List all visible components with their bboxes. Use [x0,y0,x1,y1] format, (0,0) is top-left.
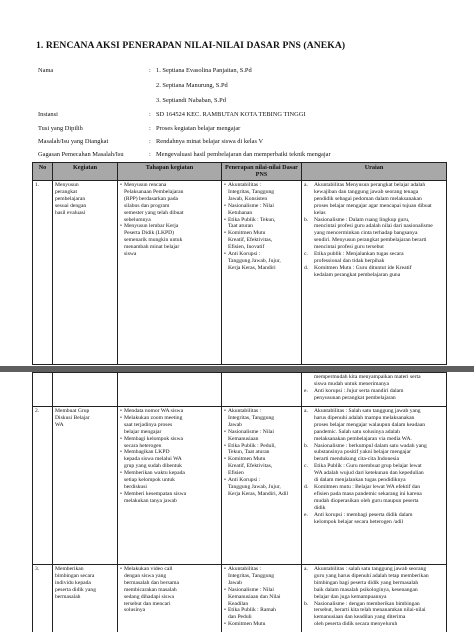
text-line: baik dalam masalah psikologinya, kesenangan [314,586,418,593]
uraian-item [304,374,444,388]
text-line: Jawab, Konsisten [227,195,268,202]
bullet-item [224,443,299,457]
text-line: di dalam menjalankan tugas pendidiknya [314,477,406,484]
text-line: bermasalah dan bersama [123,579,179,586]
text-line: Diskusi Belajar [55,414,90,421]
bullet-item [224,587,299,608]
text-line: professional dan tidak berpihak [314,257,385,264]
uraian-item [304,217,444,252]
text-line: setiap kelompok untuk [123,477,175,484]
bullet-icon: • [224,408,226,414]
bullet-icon: • [224,586,226,593]
bullet-item [224,607,299,621]
text-line: Kreatif, Efektivitas, [227,237,273,244]
item-marker: e. [304,511,308,518]
meta-key: Tusi yang Dipilih [38,125,83,132]
text-line: Komitmen Mutu [227,230,266,237]
text-line: tersebut dan mencari [123,600,171,607]
text-line: berdiskusi [123,483,147,490]
bullet-icon: • [224,251,226,258]
text-line: Akuntabilitas : [227,182,262,188]
item-marker: b. [304,216,309,223]
text-line: Integritas, Tanggung [227,572,275,579]
item-marker: d. [304,264,309,271]
text-line: Efisien [227,470,244,477]
cell-tahapan [118,565,222,632]
text-line: melakukan tanya jawab [123,497,177,504]
meta-value: Rendahnya minat belajar siswa di kelas V [156,138,264,145]
item-marker: a. [304,408,308,414]
table-row [33,407,447,565]
bullet-item [120,415,219,436]
text-line: berarti mendukung cita-cita Indonesia [314,456,399,463]
text-line: sebelumnya [123,216,151,223]
bullet-icon: • [224,182,226,188]
cell-uraian [302,407,447,565]
text-line: Nasionalisme : Nilai [227,428,274,435]
text-line: belajar dan juga kemampuannya [314,593,387,600]
text-line: kelompok belajar secara heterogen /adil [314,518,404,525]
text-line: penyusunan perangkat pembelajaran [314,394,396,401]
text-line: siswa [123,251,137,258]
text-line: Kemanusiaan [227,435,259,442]
text-line: proses belajar mengajar agar mencapai tujuan dibuat [314,202,432,209]
cell-tahapan [118,407,222,565]
text-line: semester yang telah dibuat [123,209,184,216]
uraian-item [304,601,444,629]
bullet-item [120,449,219,470]
text-line: Memberikan [55,566,84,572]
bullet-item [224,251,299,272]
action-plan-table-continued [32,372,447,632]
item-marker: a. [304,566,308,572]
item-marker: c. [304,463,308,470]
text-line: kemanusiaan dan keadilan yang diterima [314,614,406,621]
bullet-item [224,621,299,628]
cell-kegiatan [53,181,118,365]
text-line: melaksanakan pembelajaran via media WA. [314,435,412,442]
text-line: WA adalah wujud dari ketekunan dan kepedulian [314,470,424,477]
text-line: guru yang harus dipenuhi adalah tetap memberikan [314,572,429,579]
text-line: sendiri. Menyusun perangkat pembelajaran berarti [314,237,427,244]
text-line: efisien pada masa pandemic sekarang ini karena [314,490,422,497]
text-line: Membagikan LKPD [123,449,170,456]
text-line: dan Peduli [227,614,252,621]
cell-uraian [302,181,447,365]
header-kegiatan: Kegiatan [53,163,118,181]
bullet-item [224,408,299,429]
bullet-icon: • [224,230,226,237]
text-line: Nasionalisme : Nilai [227,202,274,209]
table-row [33,373,447,407]
text-line: Nasionalisme : dengan memberikan bimbingan [314,600,420,607]
item-marker [304,374,312,388]
bullet-item [224,230,299,251]
cell-tahapan [118,181,222,365]
item-marker: d. [304,483,309,490]
text-line: Melakukan video call [123,566,173,572]
header-no: No [33,163,53,181]
text-line: bimbingan secara [55,572,95,579]
meta-value: Mengevaluasi hasil pembelajaran dan memperbaiki teknik mengajar [156,151,331,158]
uraian-item [304,182,444,217]
text-line: hasil evaluasi [55,209,86,216]
text-line: menambah minat belajar [123,244,180,251]
text-line: Peserta Didik (LKPD) [123,230,174,237]
cell-uraian [302,565,447,632]
text-line: solusinya [123,607,146,614]
text-line: Kerja Keras, Mandiri, Adil [227,490,289,497]
bullet-icon: • [224,607,226,614]
text-line: Kemanusiaan dan Nilai [227,593,281,600]
bullet-icon: • [224,442,226,449]
text-line: Menyusun lembar Kerja [123,223,179,230]
bullet-item [120,223,219,258]
table-row [33,181,447,365]
text-line: Ketuhanan [227,209,253,216]
uraian-item [304,512,444,526]
text-line: Akuntabilitas : salah satu tanggung jawab seorang [314,566,427,572]
text-line: substansinya positif yakni belajar mengajar [314,449,411,456]
text-line: Akuntabilitas Menyusun perangkat belajar adalah [314,182,426,188]
bullet-item [224,566,299,587]
text-line: Kerja Keras, Mandiri [227,264,276,271]
bullet-item [224,429,299,443]
uraian-item [304,388,444,402]
header-uraian: Uraian [302,163,447,181]
text-line: pendidik sebagai pedoman dalam melaksanakan [314,195,422,202]
bullet-icon: • [120,223,122,230]
bullet-item [120,408,219,415]
bullet-item [120,470,219,491]
cell-no: 1. [33,181,53,365]
document-title: 1. RENCANA AKSI PENERAPAN NILAI-NILAI DASAR PNS (ANEKA) [36,40,346,51]
text-line: Memberi kesempatan siswa [123,490,187,497]
action-plan-table [32,162,447,365]
text-line: tersebut, berarti kita telah menanamkan nilai-nilai [314,607,426,614]
text-line: Anti korupsi : Jujur serta mandiri dalam [314,387,404,394]
text-line: bermasalah [55,593,81,600]
meta-value: 2. Septiana Manurung, S.Pd [156,82,228,89]
cell-uraian [302,373,447,407]
meta-value: 1. Septiana Evasolina Panjaitan, S.Pd [156,67,252,74]
text-line: Komitmen Mutu [227,621,266,628]
bullet-icon: • [224,566,226,572]
text-line: dengan siswa yang [123,572,167,579]
text-line: Etika Publik : Ramah [227,607,276,614]
bullet-item [224,182,299,203]
text-line: Tanggung Jawab, Jujur, [227,257,281,264]
bullet-icon: • [120,435,122,442]
text-line: Akuntabilitas : Salah satu tanggung jawab yang [314,408,421,414]
bullet-icon: • [224,477,226,484]
text-line: Melakukan zoom meeting [123,414,183,421]
text-line: Nasionalisme : Dalam ruang lingkup guru, [314,216,410,223]
uraian-item [304,463,444,484]
bullet-icon: • [120,414,122,421]
text-line: Etika Publik : Guru membuat grup belajar lewat [314,463,422,470]
bullet-item [120,182,219,223]
bullet-icon: • [120,566,122,572]
text-line: pembelajaran [55,195,86,202]
item-marker: a. [304,182,308,188]
text-line: Komitmen Mutu : Guru dituntut ide Kreatif [314,264,412,271]
text-line: Membagi kelompok siswa [123,435,184,442]
text-line: siswa mudah untuk menerimanya [314,380,390,387]
header-tahapan: Tahapan kegiatan [118,163,222,181]
bullet-item [120,491,219,505]
text-line: Tekun, Taat aturan [227,449,270,456]
text-line: didik [314,504,326,511]
uraian-item [304,408,444,443]
text-line: secara heterogen [123,442,162,449]
text-line: saat terjadinya proses [123,421,173,428]
bullet-icon: • [224,216,226,223]
bullet-icon: • [224,202,226,209]
meta-value: Proses kegiatan belajar mengajar [156,125,241,132]
text-line: Jawab [227,421,242,428]
bullet-item [120,436,219,450]
text-line: Keadilan [227,600,249,607]
text-line: belajar mengajar [123,428,162,435]
text-line: silabus dan program [123,202,170,209]
text-line: WA [55,421,64,428]
text-line: oleh peserta didik secara menyeluruh [314,621,398,628]
text-line: membicarakan masalah [123,586,177,593]
bullet-item [120,566,219,614]
bullet-item [224,456,299,477]
uraian-item [304,484,444,512]
bullet-icon: • [120,470,122,477]
text-line: Efisien, Inovatif [227,244,265,251]
text-line: Memberikan waktu kepada [123,470,185,477]
bullet-icon: • [120,449,122,456]
text-line: mencintai profesi guru adalah nilai dari nasionalisme [314,223,433,230]
text-line: yang mencerminkan cinta terhadap bangsanya [314,230,418,237]
meta-value: 3. Septiandi Nababan, S.Pd [156,97,226,104]
text-line: Etika Publik : Peduli, [227,442,276,449]
text-line: Nasionalisme : berkumpul dalam satu wadah yang [314,442,427,449]
text-line: Komitmen Mutu [227,456,266,463]
bullet-icon: • [120,490,122,497]
text-line: proses belajar mengajar walaupun dalam keadaan [314,421,426,428]
meta-value: SD 164524 KEC. RAMBUTAN KOTA TEBING TINGGI [156,111,306,118]
bullet-item [224,477,299,498]
cell-penerapan [222,407,302,565]
cell-kegiatan [53,407,118,565]
text-line: Etika publik : Menjalankan tugas secara [314,251,404,258]
text-line: harus dipenuhi adalah mampu melaksanakan [314,414,415,421]
text-line: sedang dihadapi siswa [123,593,174,600]
text-line: (RPP) berdasarkan pada [123,195,179,202]
text-line: Jawab [227,579,242,586]
cell-kegiatan [53,565,118,632]
text-line: Menyusun rencana [123,182,167,188]
uraian-item [304,443,444,464]
text-line: peserta didik yang [55,586,97,593]
text-line: kepada siswa melalui WA [123,456,182,463]
text-line: Anti Korupsi : [227,251,261,258]
text-line: Nasionalisme : Nilai [227,586,274,593]
text-line: Taat aturan [227,223,253,230]
text-line: individu kepada [55,579,91,586]
text-line: perangkat [55,188,78,195]
text-line: semenarik mungkin untuk [123,237,183,244]
meta-key: Instansi [38,111,58,118]
header-penerapan: Penerapan nilai-nilai Dasar PNS [222,163,302,181]
uraian-item [304,251,444,265]
document-page-1: 1. RENCANA AKSI PENERAPAN NILAI-NILAI DASAR PNS (ANEKA) Nama : 1. Septiana Evasolina Panjaitan, S.Pd 2. Septiana Manurung, S.Pd 3. Septiandi Nababan, S.Pd Instansi : SD 164524 KEC. RAMBUTAN KOTA TEBING TINGGI Tusi yang Dipilih : Proses kegiatan belajar mengajar Masalah/Isu yang Diangkat : Rendahnya minat belajar siswa di kelas V Gagasan Pemecahan Masalah/Isu : Mengevaluasi hasil pembelajaran dan memperbaiki teknik mengajar No Kegiatan Tahapan kegiatan Penerapan nilai-nilai Dasar PNS Uraian 1. Menyusun perangkat pembelajaran sesuai dengan hasil evaluasi • Menyusun rencana Pelaksanaan Pembelajaran (RPP) berdasarkan pada silabus dan program semester yang telah dibuat sebelumnya • Menyusun lembar Kerja Peserta Didik (LKPD) semenarik mungkin untuk menambah minat belajar siswa • Akuntabilitas : Integritas, Tanggung Jawab, Konsisten • Nasionalisme : Nilai Ketuhanan • Etika Publik : Tekun, Taat aturan • Komitmen Mutu Kreatif, Efektivitas, Efisien, Inovatif • Anti Korupsi : Tanggung Jawab, Jujur, Kerja Keras, Mandiri a. Akuntabilitas Menyusun perangkat belajar adalah kewajiban dan tanggung jawab seorang tenaga pendidik sebagai pedoman dalam melaksanakan proses belajar mengajar agar mencapai tujuan dibuat kelas b. Nasionalisme : Dalam ruang lingkup guru, mencintai profesi guru adalah nilai dari nasionalisme yang mencerminkan cinta terhadap bangsanya sendiri. Menyusun perangkat pembelajaran berarti mencintai profesi guru tersebut c. Etika publik : Menjalankan tugas secara professional dan tidak berpihak d. Komitmen Mutu : Guru dituntut ide Kreatif kedalam perangkat pembelajaran guna [0,0,474,366]
meta-key: Masalah/Isu yang Diangkat [38,138,109,145]
bullet-item [224,203,299,217]
text-line: Kreatif, Efektivitas, [227,463,273,470]
text-line: Anti Korupsi : [227,477,261,484]
text-line: Akuntabilitas : [227,408,262,414]
text-line: pandemic. Salah satu solusinya adalah [314,428,400,435]
bullet-icon: • [224,428,226,435]
text-line: Menyusun [55,182,79,188]
text-line: Mendata nomor WA siswa [123,408,184,414]
text-line: kewajiban dan tanggung jawab seorang tenaga [314,188,419,195]
text-line: Akuntabilitas : [227,566,262,572]
bullet-icon: • [224,621,226,628]
text-line: kelas [314,209,326,216]
cell-penerapan [222,565,302,632]
item-marker: b. [304,442,309,449]
text-line: Komitmen mutu : Belajar lewat WA efektif dan [314,483,420,490]
cell-penerapan [222,181,302,365]
bullet-icon: • [224,456,226,463]
text-line: Membuat Grup [55,408,90,414]
text-line: mencintai profesi guru tersebut [314,244,384,251]
bullet-icon: • [120,182,122,188]
text-line: Tanggung Jawab, Jujur, [227,483,281,490]
bullet-icon: • [120,408,122,414]
text-line: mempermudah kita menyampaikan materi serta [314,374,421,380]
item-marker: e. [304,387,308,394]
text-line: mudah dioperasikan oleh guru maupun peserta [314,497,419,504]
text-line: kedalam perangkat pembelajaran guna [314,271,401,278]
cell-no: 3. [33,565,53,632]
text-line: Integritas, Tanggung [227,188,275,195]
uraian-item [304,265,444,279]
text-line: sesuai dengan [55,202,87,209]
item-marker: b. [304,600,309,607]
item-marker: c. [304,251,308,258]
cell-no: 2. [33,407,53,565]
text-line: grup yang sudah dibentuk [123,463,182,470]
meta-key: Nama [38,67,54,74]
text-line: bimbingan bagi peserta didik yang bermasalah [314,579,419,586]
meta-key: Gagasan Pemecahan Masalah/Isu [38,151,124,158]
text-line: Anti korupsi : membagi peserta didik dalam [314,511,413,518]
document-page-2 [0,372,474,632]
table-row [33,565,447,632]
text-line: Integritas, Tanggung [227,414,275,421]
uraian-item [304,566,444,601]
bullet-item [224,217,299,231]
text-line: Pelaksanaan Pembelajaran [123,188,184,195]
text-line: Etika Publik : Tekun, [227,216,276,223]
